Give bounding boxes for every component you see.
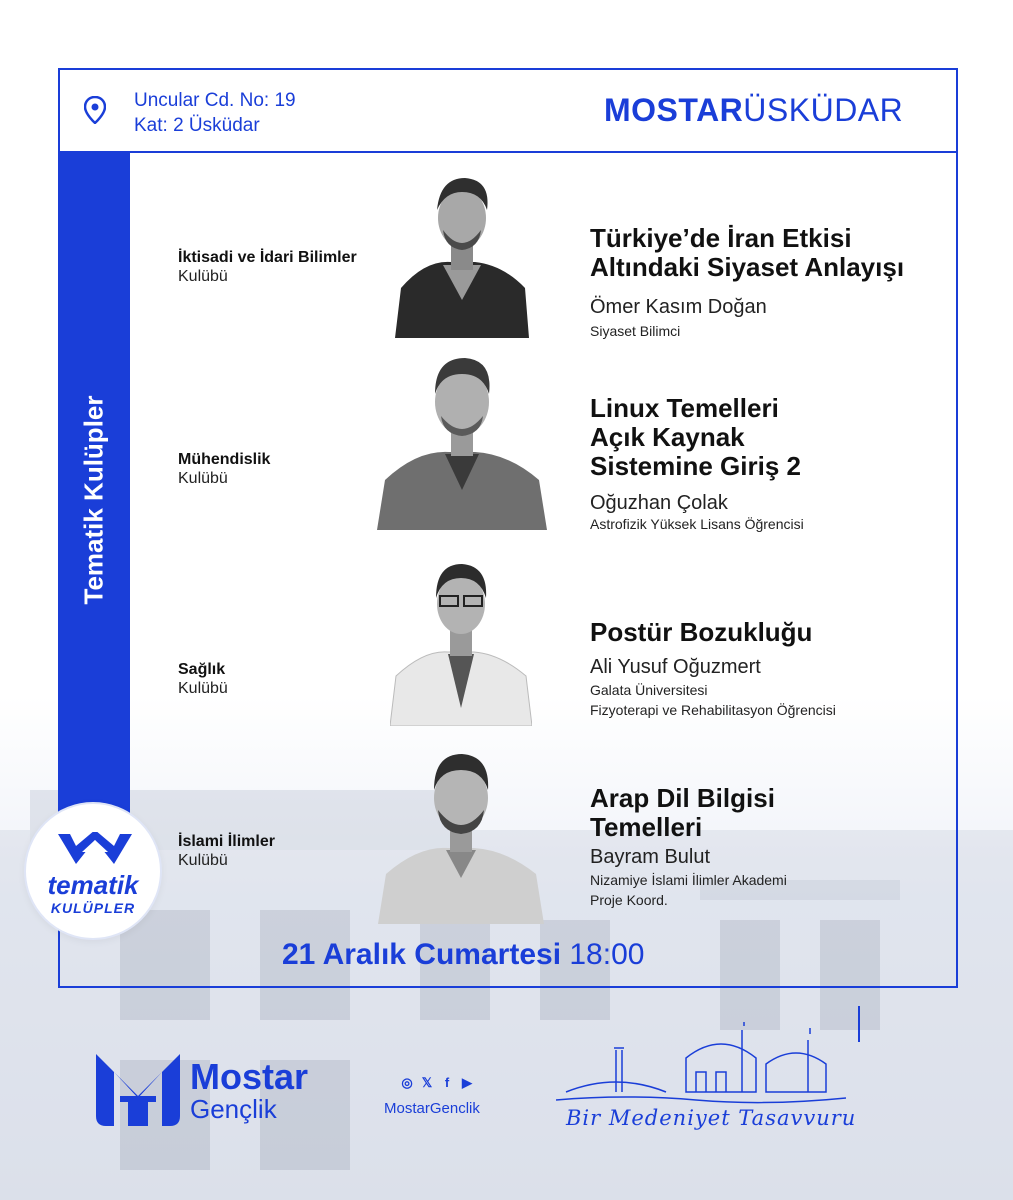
- club-label: [178, 660, 228, 698]
- social-handle[interactable]: MostarGenclik: [384, 1100, 480, 1117]
- address-line-2: Kat: 2 Üsküdar: [134, 115, 260, 136]
- frame-tail: [858, 1006, 860, 1042]
- speaker-name: Ali Yusuf Oğuzmert: [590, 656, 761, 678]
- speaker-role-line: Proje Koord.: [590, 892, 668, 908]
- brand-bold: MOSTAR: [604, 92, 744, 128]
- speaker-role-line: Nizamiye İslami İlimler Akademi: [590, 872, 787, 888]
- brand-light: ÜSKÜDAR: [743, 92, 904, 128]
- tagline: Bir Medeniyet Tasavvuru: [566, 1106, 857, 1130]
- talk-title-line: Arap Dil Bilgisi: [590, 783, 775, 813]
- speaker-role-line: Fizyoterapi ve Rehabilitasyon Öğrencisi: [590, 702, 836, 718]
- club-name: Sağlık: [178, 661, 226, 678]
- speaker-photo: [377, 350, 547, 530]
- talk-title-line: Altındaki Siyaset Anlayışı: [590, 252, 905, 282]
- club-label: [178, 832, 275, 870]
- club-label: [178, 248, 357, 286]
- mostar-genclik-logo-icon: [92, 1046, 184, 1130]
- speaker-role: [590, 870, 787, 910]
- club-suffix: Kulübü: [178, 268, 228, 285]
- speaker-role-line: Galata Üniversitesi: [590, 682, 708, 698]
- speaker-name: Ömer Kasım Doğan: [590, 296, 767, 318]
- social-icons: [400, 1076, 474, 1090]
- speaker-role-line: Astrofizik Yüksek Lisans Öğrencisi: [590, 516, 804, 532]
- badge-subtitle: KULÜPLER: [50, 900, 136, 916]
- event-time: 18:00: [569, 938, 645, 971]
- talk-title-line: Postür Bozukluğu: [590, 617, 813, 647]
- instagram-icon[interactable]: ◎: [401, 1075, 413, 1090]
- address-line-1: Uncular Cd. No: 19: [134, 90, 296, 111]
- talk-title-line: Açık Kaynak: [590, 422, 745, 452]
- badge-title: tematik: [47, 870, 139, 900]
- talk-title-line: Temelleri: [590, 812, 703, 842]
- speaker-role: [590, 514, 804, 534]
- club-name: İktisadi ve İdari Bilimler: [178, 249, 357, 266]
- speaker-role-line: Siyaset Bilimci: [590, 323, 681, 339]
- facebook-icon[interactable]: f: [444, 1075, 450, 1090]
- club-name: İslami İlimler: [178, 833, 275, 850]
- speaker-name: Bayram Bulut: [590, 846, 711, 868]
- location-pin-icon: [84, 96, 106, 124]
- club-name: Mühendislik: [178, 451, 271, 468]
- club-suffix: Kulübü: [178, 680, 228, 697]
- x-icon[interactable]: 𝕏: [421, 1075, 433, 1090]
- speaker-role: [590, 321, 680, 341]
- club-suffix: Kulübü: [178, 852, 228, 869]
- event-date: 21 Aralık Cumartesi: [282, 938, 562, 971]
- talk-title: [590, 224, 904, 282]
- badge-logo-icon: [56, 832, 134, 866]
- speaker-role: [590, 680, 836, 720]
- speaker-photo: [390, 558, 532, 726]
- talk-title-line: Sistemine Giriş 2: [590, 451, 801, 481]
- talk-title-line: Linux Temelleri: [590, 393, 779, 423]
- speaker-photo: [395, 170, 529, 338]
- talk-title-line: Türkiye’de İran Etkisi: [590, 223, 852, 253]
- club-label: [178, 450, 270, 488]
- speaker-name: Oğuzhan Çolak: [590, 492, 728, 514]
- sidebar-label: Tematik Kulüpler: [78, 395, 109, 605]
- club-suffix: Kulübü: [178, 470, 228, 487]
- youtube-icon[interactable]: ▶: [462, 1075, 472, 1090]
- talk-title: [590, 784, 775, 842]
- brand-wordmark: [604, 92, 903, 129]
- address: [134, 88, 296, 138]
- org-name: Mostar: [190, 1056, 309, 1097]
- header-divider: [58, 151, 958, 153]
- talk-title: [590, 394, 801, 481]
- talk-title: [590, 618, 812, 647]
- speaker-photo: [378, 748, 544, 924]
- event-datetime: [282, 938, 644, 972]
- org-subtitle: Gençlik: [190, 1094, 277, 1124]
